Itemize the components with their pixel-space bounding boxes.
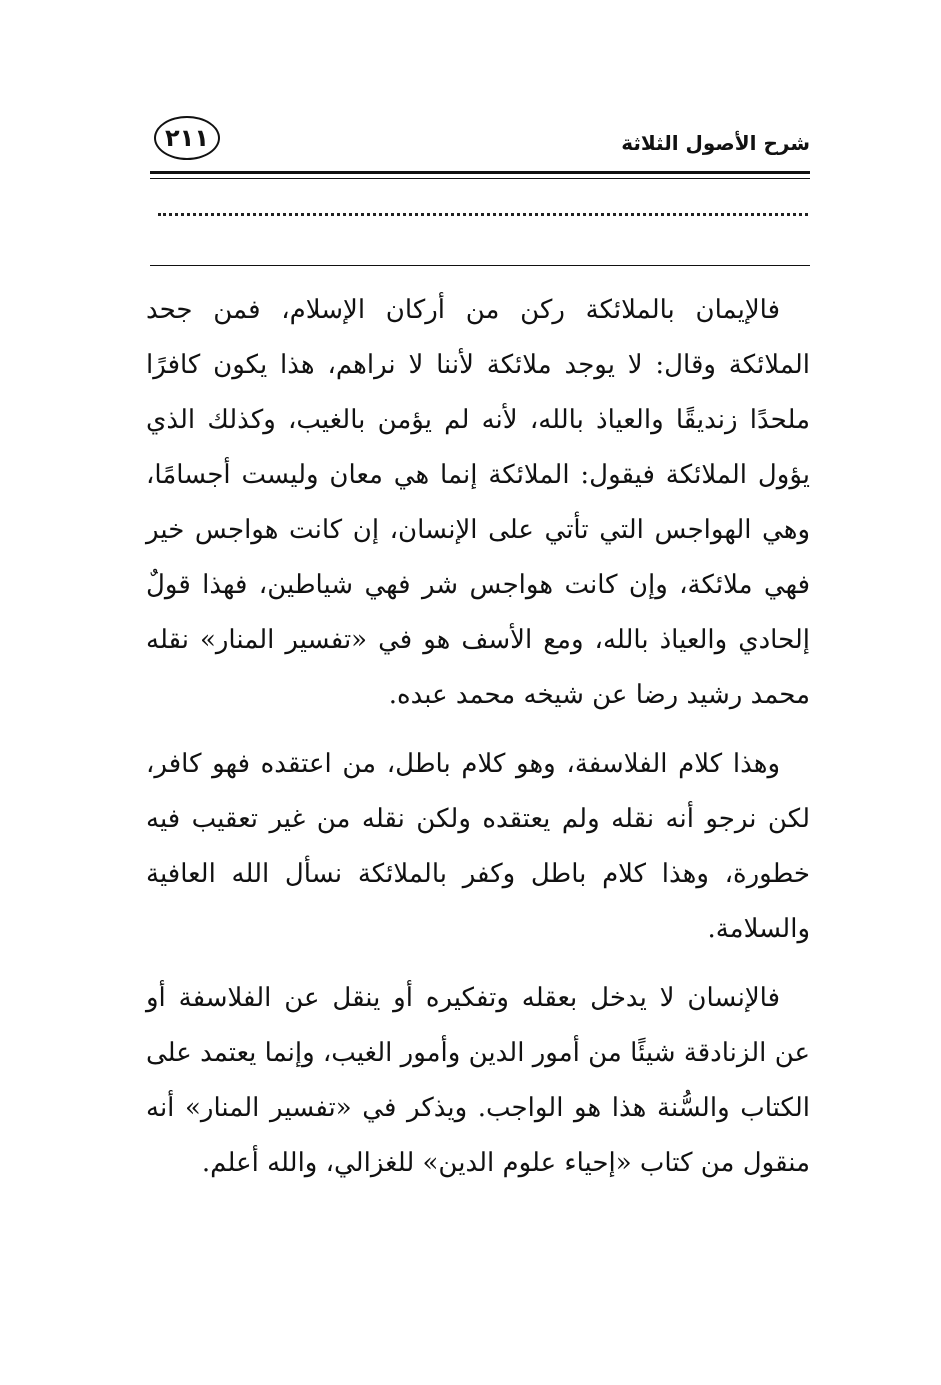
- page-number: ٢١١: [154, 116, 220, 160]
- paragraph-2: وهذا كلام الفلاسفة، وهو كلام باطل، من اعتقده فهو كافر، لكن نرجو أنه نقله ولم يعتقده ولكن نقله من غير تعقيب فيه خطورة، وهذا كلام باطل وكفر بالملائكة نسأل الله العافية والسلامة.: [146, 749, 810, 944]
- body-text: [146, 283, 810, 1205]
- paragraph-1: فالإيمان بالملائكة ركن من أركان الإسلام، فمن جحد الملائكة وقال: لا يوجد ملائكة لأننا لا نراهم، هذا يكون كافرًا ملحدًا زنديقًا والعياذ بالله، لأنه لم يؤمن بالغيب، وكذلك الذي يؤول الملائكة فيقول: الملائكة إنما هي معان وليست أجسامًا، وهي الهواجس التي تأتي على الإنسان، إن كانت هواجس خير فهي ملائكة، وإن كانت هواجس شر فهي شياطين، فهذا قولٌ إلحادي والعياذ بالله، ومع الأسف هو في «تفسير المنار» نقله محمد رشيد رضا عن شيخه محمد عبده.: [146, 295, 810, 710]
- page-header: [150, 112, 810, 172]
- header-rule-thin: [150, 178, 810, 179]
- paragraph-3: فالإنسان لا يدخل بعقله وتفكيره أو ينقل عن الفلاسفة أو عن الزنادقة شيئًا من أمور الدين وأمور الغيب، وإنما يعتمد على الكتاب والسُّنة هذا هو الواجب. ويذكر في «تفسير المنار» أنه منقول من كتاب «إحياء علوم الدين» للغزالي، والله أعلم.: [146, 983, 810, 1178]
- dotted-separator: [158, 213, 808, 216]
- book-title: شرح الأصول الثلاثة: [621, 131, 810, 155]
- section-rule: [150, 265, 810, 266]
- header-rule-thick: [150, 171, 810, 174]
